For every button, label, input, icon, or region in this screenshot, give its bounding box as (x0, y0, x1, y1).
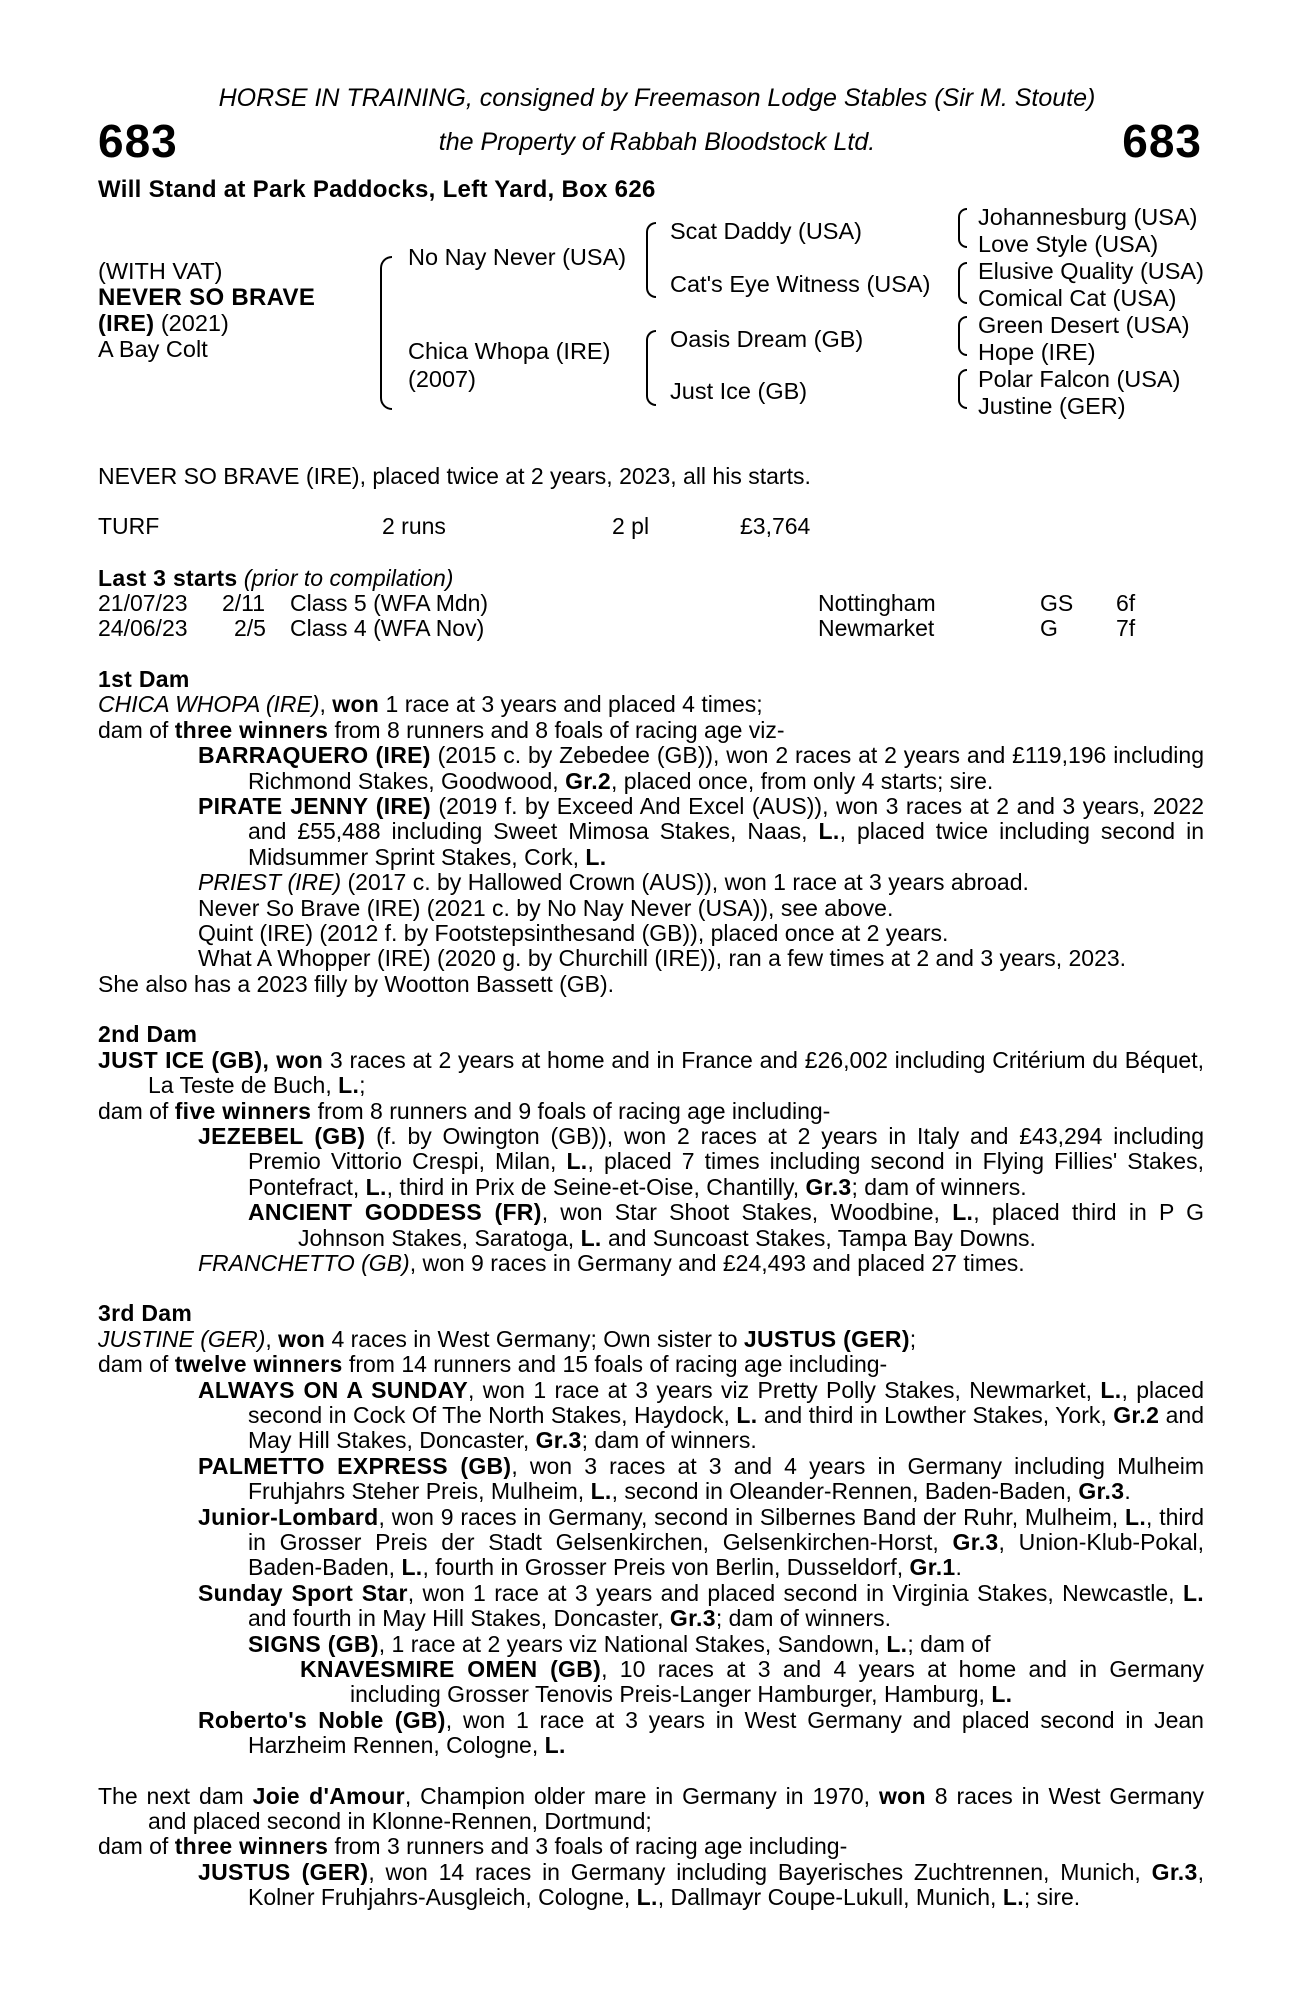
dam3-progeny: Roberto's Noble (GB), won 1 race at 3 years in West Germany and placed second in Jean Harzheim Rennen, Cologne, L. (198, 1706, 1204, 1759)
start-going: G (1040, 615, 1058, 641)
pedigree-brace-dd (958, 369, 967, 409)
ped-dds: Polar Falcon (USA) (978, 366, 1181, 392)
dam1-note: She also has a 2023 filly by Wootton Bassett (GB). (98, 970, 615, 997)
dam-year: (2007) (408, 366, 476, 392)
dam2-heading: 2nd Dam (98, 1021, 198, 1048)
start-distance: 6f (1116, 590, 1136, 616)
last-starts-title: Last 3 starts (98, 565, 238, 591)
pedigree-brace-1 (380, 256, 392, 410)
dam1-progeny: What A Whopper (IRE) (2020 g. by Churchill (IRE)), ran a few times at 2 and 3 years, 2023. (198, 945, 1127, 972)
record-surface: TURF (98, 513, 160, 539)
next-dam-progeny: JUSTUS (GER), won 14 races in Germany including Bayerisches Zuchtrennen, Munich, Gr.3, Kolner Fruhjahrs-Ausgleich, Cologne, L., Dallmayr Coupe-Lukull, Munich, L.; sire. (198, 1858, 1204, 1911)
dam3-progeny: Junior-Lombard, won 9 races in Germany, second in Silbernes Band der Ruhr, Mulheim, L., third in Grosser Preis der Stadt Gelsenkirchen, Gelsenkirchen-Horst, Gr.3, Union-Klub-Pokal, Baden-Baden, L., fourth in Grosser Preis von Berlin, Dusseldorf, Gr.1. (198, 1503, 1204, 1581)
start-class: Class 4 (WFA Nov) (290, 615, 485, 641)
sire-name: No Nay Never (USA) (408, 244, 627, 270)
dam2-record: JUST ICE (GB), won 3 races at 2 years at home and in France and £26,002 including Critérium du Béquet, La Teste de Buch, L.; (98, 1046, 1204, 1099)
dam3-great-grandprogeny: KNAVESMIRE OMEN (GB), 10 races at 3 and 4 years at home and in Germany including Grosser Tenovis Preis-Langer Hamburger, Hamburg, L. (300, 1656, 1204, 1708)
dam3-record: JUSTINE (GER), won 4 races in West Germany; Own sister to JUSTUS (GER); (98, 1325, 917, 1352)
horse-country: (IRE) (98, 310, 155, 336)
ped-sds: Elusive Quality (USA) (978, 258, 1204, 284)
record-earnings: £3,764 (740, 513, 811, 539)
consignor-line: HORSE IN TRAINING, consigned by Freemason Lodge Stables (Sir M. Stoute) (218, 84, 1096, 112)
dam1-progeny: BARRAQUERO (IRE) (2015 c. by Zebedee (GB)), won 2 races at 2 years and £119,196 including Richmond Stakes, Goodwood, Gr.2, placed once, from only 4 starts; sire. (198, 742, 1204, 794)
last-starts-note: (prior to compilation) (237, 565, 454, 591)
pedigree-brace-sd (958, 262, 967, 304)
sire-sire: Scat Daddy (USA) (670, 218, 862, 244)
start-class: Class 5 (WFA Mdn) (290, 590, 489, 616)
dam1-heading: 1st Dam (98, 666, 190, 692)
dam3-progeny: ALWAYS ON A SUNDAY, won 1 race at 3 years viz Pretty Polly Stakes, Newmarket, L., placed second in Cock Of The North Stakes, Haydock, L. and third in Lowther Stakes, York, Gr.2 and May Hill Stakes, Doncaster, Gr.3; dam of winners. (198, 1376, 1204, 1454)
start-distance: 7f (1116, 615, 1136, 641)
pedigree-brace-ss (958, 208, 967, 248)
next-dam-produce: dam of three winners from 3 runners and 3 foals of racing age including- (98, 1833, 848, 1860)
dam1-produce: dam of three winners from 8 runners and 8 foals of racing age viz- (98, 716, 785, 743)
start-date: 21/07/23 (98, 590, 188, 616)
start-position: 2/5 (234, 615, 266, 641)
horse-description: A Bay Colt (98, 336, 208, 362)
start-position: 2/11 (222, 590, 266, 616)
dam1-progeny: Quint (IRE) (2012 f. by Footstepsinthesand (GB)), placed once at 2 years. (198, 920, 949, 947)
dam-sire: Oasis Dream (GB) (670, 326, 864, 352)
horse-name-suffix (98, 310, 229, 337)
dam1-progeny: PRIEST (IRE) (2017 c. by Hallowed Crown (AUS)), won 1 race at 3 years abroad. (198, 869, 1029, 896)
start-date: 24/06/23 (98, 615, 188, 641)
start-course: Nottingham (818, 590, 936, 616)
dam3-produce: dam of twelve winners from 14 runners and 15 foals of racing age including- (98, 1351, 888, 1378)
dam3-progeny: Sunday Sport Star, won 1 race at 3 years and placed second in Virginia Stakes, Newcastle, L. and fourth in May Hill Stakes, Doncaster, Gr.3; dam of winners. (198, 1579, 1204, 1632)
family-section (98, 667, 1204, 1911)
record-placed: 2 pl (612, 513, 650, 539)
dam3-heading: 3rd Dam (98, 1300, 193, 1327)
sire-dam: Cat's Eye Witness (USA) (670, 271, 931, 297)
start-going: GS (1040, 590, 1074, 616)
dam1-progeny: PIRATE JENNY (IRE) (2019 f. by Exceed And Excel (AUS)), won 3 races at 2 and 3 years, 2022 and £55,488 including Sweet Mimosa Stakes, Naas, L., placed twice including second in Midsummer Sprint Stakes, Cork, L. (198, 793, 1204, 870)
start-course: Newmarket (818, 615, 935, 641)
ped-sdd: Comical Cat (USA) (978, 285, 1177, 311)
dam3-progeny: PALMETTO EXPRESS (GB), won 3 races at 3 and 4 years in Germany including Mulheim Fruhjahrs Steher Preis, Mulheim, L., second in Oleander-Rennen, Baden-Baden, Gr.3. (198, 1452, 1204, 1505)
ped-sss: Johannesburg (USA) (978, 204, 1198, 230)
pedigree-brace-ds (958, 316, 967, 356)
lot-number-right: 683 (1122, 115, 1202, 167)
horse-name: NEVER SO BRAVE (98, 284, 316, 311)
ped-dsd: Hope (IRE) (978, 339, 1096, 365)
dam3-grandprogeny: SIGNS (GB), 1 race at 2 years viz National Stakes, Sandown, L.; dam of (248, 1630, 991, 1657)
dam2-produce: dam of five winners from 8 runners and 9 foals of racing age including- (98, 1097, 831, 1124)
horse-year: (2021) (154, 310, 229, 336)
vat-note: (WITH VAT) (98, 258, 223, 284)
pedigree-brace-sire (646, 222, 656, 298)
property-line: the Property of Rabbah Bloodstock Ltd. (438, 128, 876, 156)
ped-ssd: Love Style (USA) (978, 231, 1159, 257)
dam-dam: Just Ice (GB) (670, 378, 808, 404)
last-starts-heading (98, 566, 453, 591)
next-dam-record: The next dam Joie d'Amour, Champion older mare in Germany in 1970, won 8 races in West Germany and placed second in Klonne-Rennen, Dortmund; (98, 1782, 1204, 1835)
race-summary: NEVER SO BRAVE (IRE), placed twice at 2 years, 2023, all his starts. (98, 463, 811, 489)
dam2-progeny: JEZEBEL (GB) (f. by Owington (GB)), won 2 races at 2 years in Italy and £43,294 including Premio Vittorio Crespi, Milan, L., placed 7 times including second in Flying Fillies' Stakes, Pontefract, L., third in Prix de Seine-et-Oise, Chantilly, Gr.3; dam of winners. (198, 1122, 1204, 1200)
ped-ddd: Justine (GER) (978, 393, 1126, 419)
stand-location: Will Stand at Park Paddocks, Left Yard, Box 626 (98, 176, 656, 203)
dam1-progeny: Never So Brave (IRE) (2021 c. by No Nay Never (USA)), see above. (198, 894, 894, 921)
record-runs: 2 runs (382, 513, 446, 539)
lot-number-left: 683 (98, 115, 178, 167)
dam1-record: CHICA WHOPA (IRE), won 1 race at 3 years and placed 4 times; (98, 691, 763, 718)
ped-dss: Green Desert (USA) (978, 312, 1190, 338)
dam-name: Chica Whopa (IRE) (408, 338, 611, 364)
dam2-grandprogeny: ANCIENT GODDESS (FR), won Star Shoot Stakes, Woodbine, L., placed third in P G Johnson Stakes, Saratoga, L. and Suncoast Stakes, Tampa Bay Downs. (248, 1199, 1205, 1251)
dam2-progeny: FRANCHETTO (GB), won 9 races in Germany and £24,493 and placed 27 times. (198, 1249, 1025, 1276)
pedigree-brace-dam (646, 330, 656, 406)
